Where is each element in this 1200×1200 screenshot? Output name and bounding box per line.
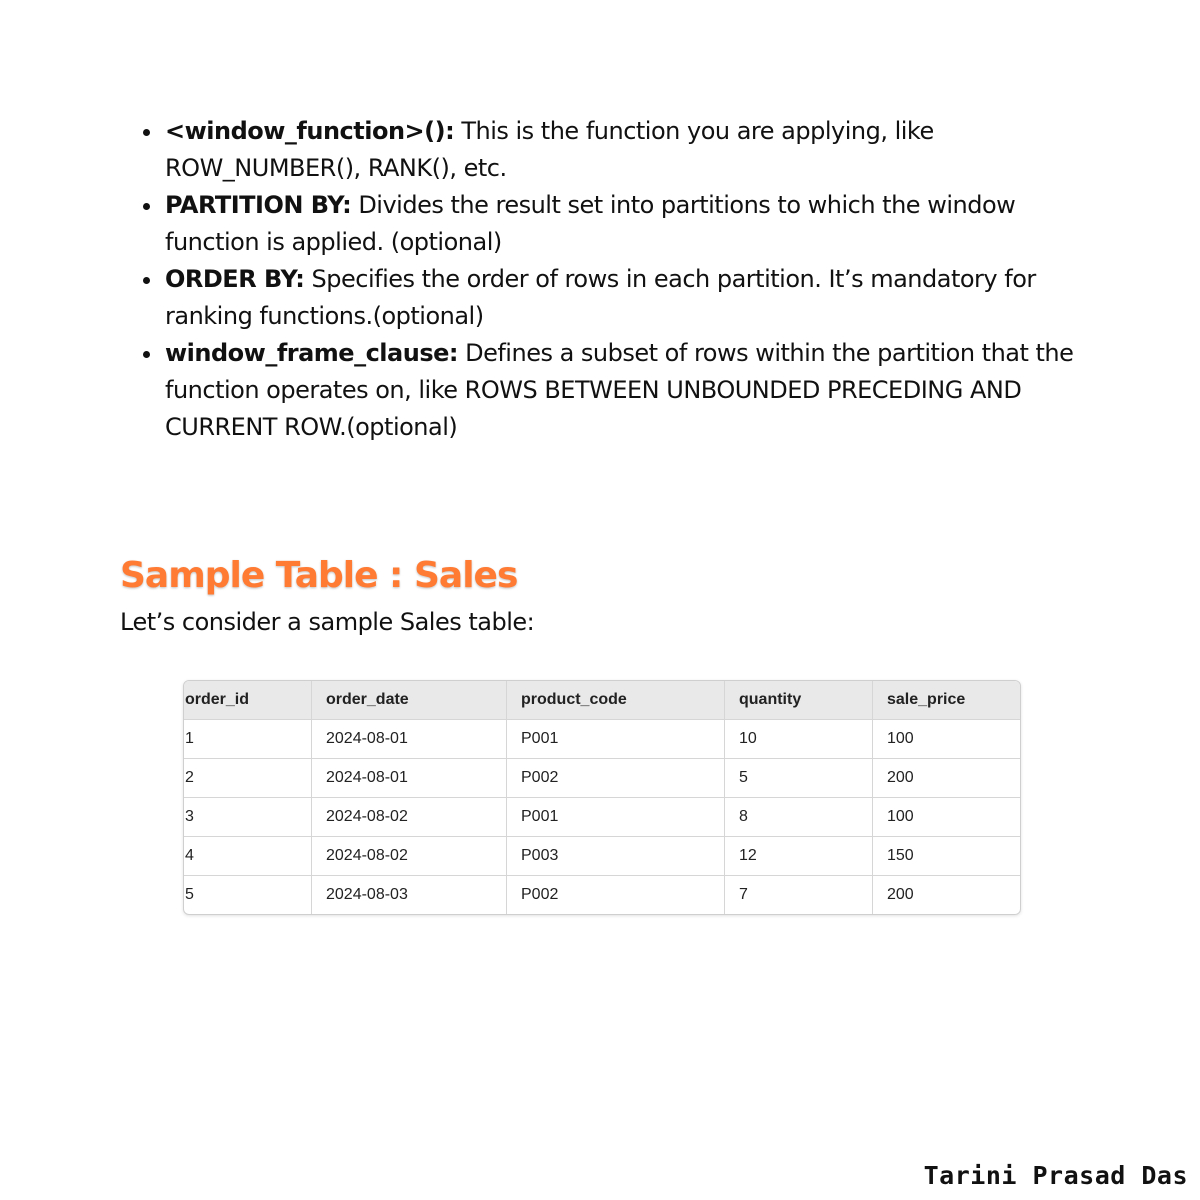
section-intro: Let’s consider a sample Sales table: (120, 608, 535, 636)
cell-product-code: P001 (507, 720, 725, 759)
cell-quantity: 12 (725, 837, 873, 876)
cell-order-id: 1 (184, 720, 312, 759)
bullet-term: <window_function>(): (165, 117, 455, 145)
cell-quantity: 10 (725, 720, 873, 759)
header-quantity: quantity (725, 681, 873, 720)
header-order-date: order_date (312, 681, 507, 720)
bullet-text: Defines a subset of rows within the partition that the function operates on, like ROWS BETWEEN UNBOUNDED PRECEDING AND CURRENT ROW.(optional) (165, 339, 1074, 441)
table-row (184, 876, 1020, 915)
cell-sale-price: 100 (873, 720, 1021, 759)
bullet-partition-by (138, 187, 1098, 261)
bullet-window-function (138, 113, 1098, 187)
header-order-id: order_id (184, 681, 312, 720)
table-row (184, 837, 1020, 876)
cell-order-date: 2024-08-01 (312, 759, 507, 798)
cell-order-id: 4 (184, 837, 312, 876)
cell-sale-price: 200 (887, 886, 914, 903)
bullet-order-by (138, 261, 1098, 335)
table-row (184, 759, 1020, 798)
cell-order-date: 2024-08-02 (312, 837, 507, 876)
table-row (184, 798, 1020, 837)
cell-order-id: 3 (184, 798, 312, 837)
cell-order-id: 5 (184, 876, 312, 915)
section-title: Sample Table : Sales (120, 555, 518, 596)
bullet-text: This is the function you are applying, like ROW_NUMBER(), RANK(), etc. (165, 117, 934, 182)
sales-table-grid (184, 681, 1020, 914)
header-sale-price: sale_price (873, 681, 1021, 720)
cell-quantity: 5 (725, 759, 873, 798)
bullet-term: PARTITION BY: (165, 191, 352, 219)
header-product-code: product_code (507, 681, 725, 720)
table-row (184, 720, 1020, 759)
bullet-window-frame-clause (138, 335, 1098, 446)
cell-order-date: 2024-08-01 (312, 720, 507, 759)
cell-product-code: P003 (507, 837, 725, 876)
cell-order-id: 2 (184, 759, 312, 798)
table-header-row (184, 681, 1020, 720)
bullet-term: window_frame_clause: (165, 339, 458, 367)
cell-product-code: P002 (507, 876, 725, 915)
definition-list (138, 113, 1098, 446)
cell-sale-price: 200 (873, 759, 1021, 798)
cell-quantity: 7 (725, 876, 873, 915)
cell-quantity: 8 (725, 798, 873, 837)
cell-order-date: 2024-08-03 (312, 876, 507, 915)
bullet-term: ORDER BY: (165, 265, 305, 293)
cell-order-date: 2024-08-02 (312, 798, 507, 837)
bullet-text: Specifies the order of rows in each partition. It’s mandatory for ranking functions.(optional) (165, 265, 1036, 330)
cell-sale-price: 100 (873, 798, 1021, 837)
bullet-text: Divides the result set into partitions to which the window function is applied. (optional) (165, 191, 1016, 256)
cell-product-code: P001 (507, 798, 725, 837)
cell-product-code: P002 (507, 759, 725, 798)
cell-sale-price: 150 (873, 837, 1021, 876)
sales-table (183, 680, 1021, 915)
author-name: Tarini Prasad Das (923, 1161, 1188, 1190)
